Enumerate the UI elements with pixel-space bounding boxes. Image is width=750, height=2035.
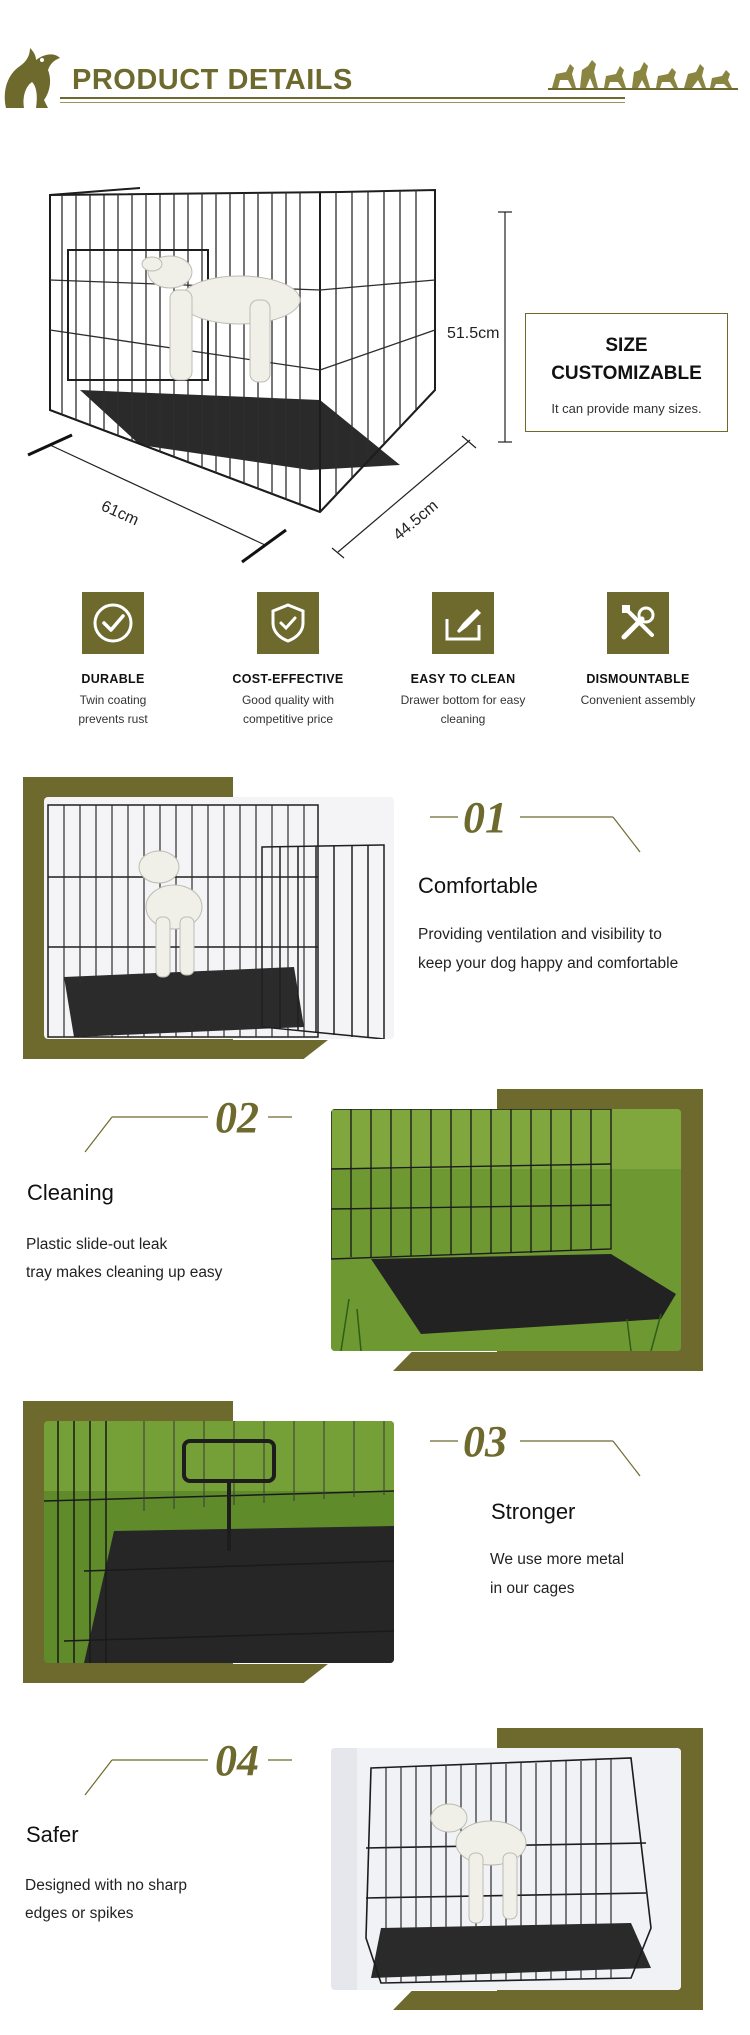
section-01-number: 01 [463, 793, 507, 842]
feature-desc: Good quality with [241, 693, 335, 707]
brush-icon [432, 592, 494, 654]
section-03-desc: We use more metal [490, 1551, 625, 1568]
feature-desc: Convenient assembly [580, 693, 696, 707]
feature-title: COST-EFFECTIVE [232, 672, 344, 686]
brand-logo [0, 30, 62, 110]
feature-dismountable [553, 592, 723, 710]
section-01-desc: keep your dog happy and comfortable [418, 955, 679, 972]
section-02-connector [80, 1100, 295, 1160]
pet-silhouettes-icon [548, 56, 738, 90]
section-02-backdrop-base [393, 1352, 703, 1371]
feature-desc: Twin coating [79, 693, 147, 707]
feature-desc: prevents rust [78, 712, 148, 726]
section-03-photo [44, 1421, 394, 1663]
size-line1: SIZE [605, 335, 648, 356]
section-01-title: Comfortable [418, 873, 538, 898]
header-divider-thin [60, 102, 625, 103]
section-04-desc: edges or spikes [25, 1905, 134, 1922]
feature-title: DURABLE [81, 672, 145, 686]
section-02-desc: tray makes cleaning up easy [26, 1264, 223, 1281]
section-04-photo [331, 1748, 681, 1990]
height-label: 51.5cm [447, 325, 500, 342]
section-01-backdrop-base [23, 1040, 328, 1059]
section-01-connector [430, 800, 645, 860]
feature-desc: Drawer bottom for easy [400, 693, 526, 707]
feature-desc: competitive price [242, 712, 334, 726]
header-divider [60, 97, 625, 99]
feature-durable [28, 592, 198, 729]
page-title: PRODUCT DETAILS [72, 64, 353, 96]
check-circle-icon [82, 592, 144, 654]
feature-cost-effective [203, 592, 373, 729]
section-03-title: Stronger [491, 1499, 576, 1524]
feature-easy-clean [378, 592, 548, 729]
feature-desc: cleaning [440, 712, 486, 726]
size-note: It can provide many sizes. [551, 401, 702, 416]
feature-title: EASY TO CLEAN [410, 672, 516, 686]
section-02-number: 02 [215, 1093, 259, 1142]
section-03-connector [430, 1424, 645, 1484]
size-customizable-box [525, 313, 728, 432]
size-line2: CUSTOMIZABLE [551, 363, 702, 384]
feature-title: DISMOUNTABLE [586, 672, 690, 686]
section-01-desc: Providing ventilation and visibility to [418, 926, 662, 943]
section-04-number: 04 [215, 1736, 259, 1785]
section-04-title: Safer [26, 1822, 79, 1847]
section-04-connector [80, 1743, 295, 1803]
section-02-photo [331, 1109, 681, 1351]
section-04-desc: Designed with no sharp [25, 1877, 187, 1894]
section-02-desc: Plastic slide-out leak [26, 1236, 168, 1253]
section-04-backdrop-base [393, 1991, 703, 2010]
section-03-number: 03 [463, 1417, 507, 1466]
shield-check-icon [257, 592, 319, 654]
tools-icon [607, 592, 669, 654]
section-03-desc: in our cages [490, 1580, 575, 1597]
section-01-photo [44, 797, 394, 1039]
section-03-backdrop-base [23, 1664, 328, 1683]
depth-label: 44.5cm [390, 497, 442, 544]
width-label: 61cm [98, 497, 142, 530]
dimension-lines [0, 200, 520, 580]
section-02-title: Cleaning [27, 1180, 114, 1205]
